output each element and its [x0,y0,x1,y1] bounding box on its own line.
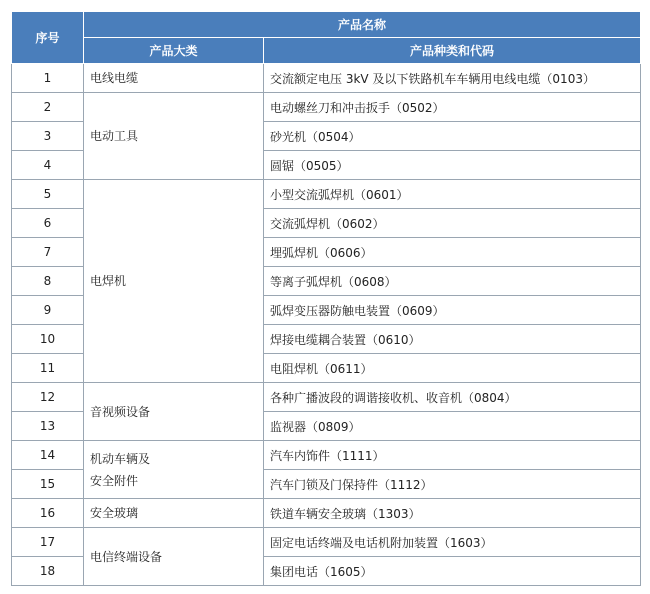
product-type-code: 监视器（0809） [264,412,641,441]
table-row [12,441,641,470]
row-index: 10 [12,325,84,354]
row-index: 17 [12,528,84,557]
row-index: 16 [12,499,84,528]
product-type-code: 交流弧焊机（0602） [264,209,641,238]
row-index: 11 [12,354,84,383]
header-category: 产品大类 [84,38,264,64]
product-type-code: 小型交流弧焊机（0601） [264,180,641,209]
row-index: 15 [12,470,84,499]
row-index: 1 [12,64,84,93]
product-type-code: 各种广播波段的调谐接收机、收音机（0804） [264,383,641,412]
product-type-code: 弧焊变压器防触电装置（0609） [264,296,641,325]
row-index: 6 [12,209,84,238]
header-index: 序号 [12,12,84,64]
product-type-code: 埋弧焊机（0606） [264,238,641,267]
category-cell [84,528,264,586]
row-index: 8 [12,267,84,296]
header-product-name: 产品名称 [84,12,641,38]
product-type-code: 电动螺丝刀和冲击扳手（0502） [264,93,641,122]
product-type-code: 焊接电缆耦合装置（0610） [264,325,641,354]
row-index: 3 [12,122,84,151]
category-label: 电动工具 [90,129,139,143]
category-label: 音视频设备 [90,404,151,419]
row-index: 4 [12,151,84,180]
product-type-code: 汽车内饰件（1111） [264,441,641,470]
product-type-code: 汽车门锁及门保持件（1112） [264,470,641,499]
category-cell [84,93,264,180]
header-type-code: 产品种类和代码 [264,38,641,64]
category-label: 电信终端设备 [90,549,163,564]
product-type-code: 砂光机（0504） [264,122,641,151]
row-index: 7 [12,238,84,267]
category-label: 安全附件 [90,473,139,488]
row-index: 18 [12,557,84,586]
row-index: 9 [12,296,84,325]
product-catalog-table [11,11,641,586]
product-type-code: 等离子弧焊机（0608） [264,267,641,296]
table-body [12,64,641,586]
table-row [12,64,641,93]
table-row [12,528,641,557]
table-row [12,383,641,412]
product-type-code: 交流额定电压 3kV 及以下铁路机车车辆用电线电缆（0103） [264,64,641,93]
table-row [12,180,641,209]
product-type-code: 固定电话终端及电话机附加装置（1603） [264,528,641,557]
row-index: 5 [12,180,84,209]
table-row [12,499,641,528]
product-type-code: 电阻焊机（0611） [264,354,641,383]
category-label: 电线电缆 [90,71,139,85]
category-cell [84,499,264,528]
product-type-code: 集团电话（1605） [264,557,641,586]
product-table-container [11,11,641,586]
category-cell [84,180,264,383]
category-label: 电焊机 [90,274,127,288]
category-label: 机动车辆及 [90,451,151,466]
table-row [12,93,641,122]
row-index: 12 [12,383,84,412]
row-index: 13 [12,412,84,441]
row-index: 14 [12,441,84,470]
category-cell [84,441,264,499]
row-index: 2 [12,93,84,122]
category-label: 安全玻璃 [90,506,139,520]
category-cell [84,383,264,441]
product-type-code: 铁道车辆安全玻璃（1303） [264,499,641,528]
category-cell [84,64,264,93]
product-type-code: 圆锯（0505） [264,151,641,180]
